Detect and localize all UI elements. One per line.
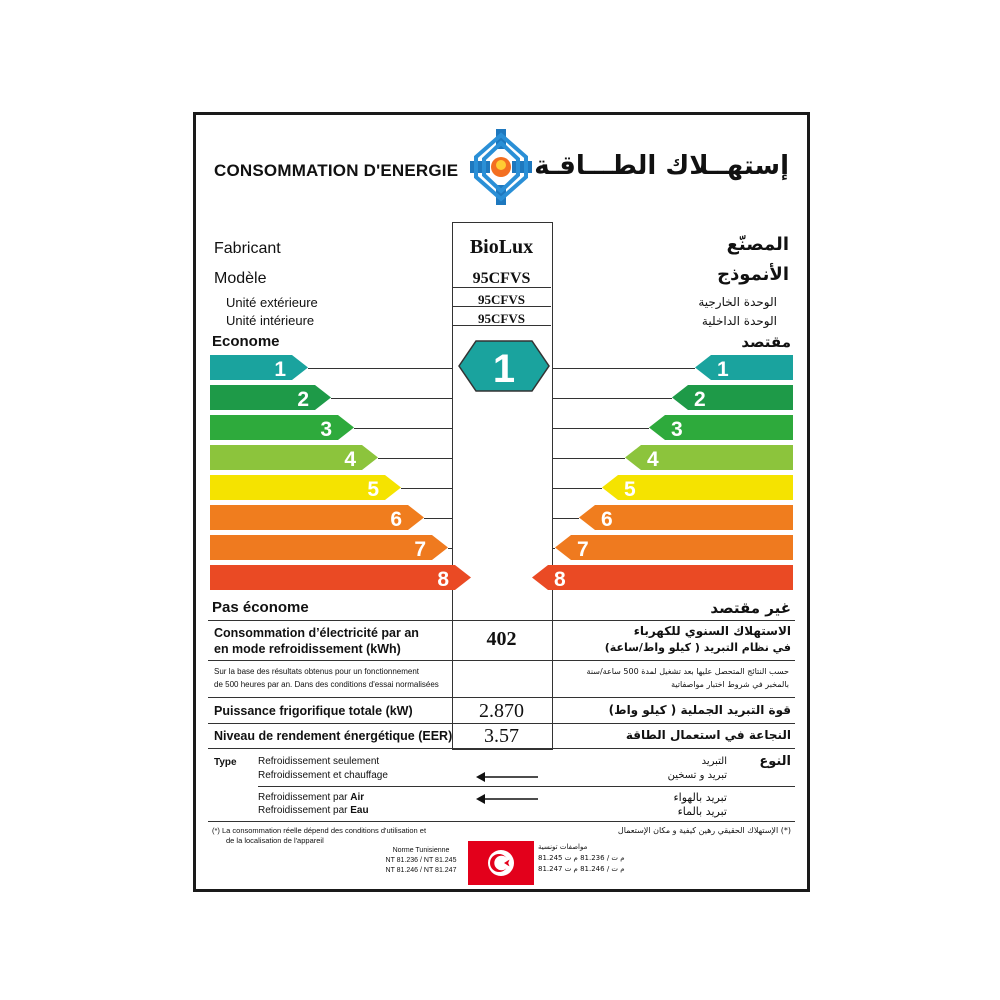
cooling-water-fr: Refroidissement par Eau: [258, 805, 369, 816]
consumption-value: 402: [486, 628, 517, 650]
energy-class-arrow-right-6: [579, 505, 793, 530]
indoor-label-ar: الوحدة الداخلية: [701, 314, 777, 328]
consumption-label-ar-line1: الاستهلاك السنوي للكهرباء: [633, 624, 791, 638]
outdoor-label-ar: الوحدة الخارجية: [698, 295, 777, 309]
divider: [208, 697, 795, 698]
energy-class-label: 3: [320, 418, 332, 440]
class-connector-line: [401, 488, 452, 489]
power-label-fr: Puissance frigorifique totale (kW): [214, 704, 413, 718]
model-label-ar: الأنموذج: [717, 264, 789, 285]
cooling-air-ar: تبريد بالهواء: [673, 791, 727, 804]
energy-class-label: 7: [414, 538, 426, 560]
indoor-label-fr: Unité intérieure: [226, 313, 315, 328]
class-connector-line: [331, 398, 452, 399]
eer-label-ar: النجاعة في استعمال الطاقة: [625, 728, 791, 742]
energy-class-label: 5: [624, 478, 636, 500]
energy-class-label: 1: [717, 358, 729, 380]
energy-class-arrow-left-1: [210, 355, 308, 380]
energy-class-label: 1: [274, 358, 286, 380]
model-value: 95CFVS: [472, 270, 531, 287]
energy-class-arrow-left-3: [210, 415, 354, 440]
consumption-note-fr-line2: de 500 heures par an. Dans des conditions d'essai normalisées: [214, 680, 439, 689]
type-label-fr: Type: [214, 757, 237, 768]
energy-class-label: 7: [577, 538, 589, 560]
class-connector-line: [552, 428, 649, 429]
consumption-label-fr-line1: Consommation d’électricité par an: [214, 626, 419, 640]
consumption-label-ar-line2: في نظام التبريد ( كيلو واط/ساعة): [604, 641, 791, 654]
energy-class-arrow-left-5: [210, 475, 401, 500]
left-arrow-icon: [476, 771, 538, 783]
energy-rating-value: 1: [492, 347, 516, 391]
class-connector-line: [448, 548, 452, 549]
cooling-water-ar: تبريد بالماء: [677, 805, 727, 818]
class-connector-line: [354, 428, 452, 429]
class-connector-line: [552, 368, 695, 369]
title-french: CONSOMMATION D'ENERGIE: [214, 161, 459, 180]
manufacturer-label-ar: المصنّع: [726, 234, 789, 255]
norm-ar: مواصفات تونسية 81.245 م ت / 81.236 م ت 81.247 م ت / 81.246 م ت: [538, 843, 625, 873]
energy-class-arrow-right-4: [625, 445, 793, 470]
not-econome-label-ar: غير مقتصد: [710, 599, 791, 617]
eer-label-fr: Niveau de rendement énergétique (EER): [214, 729, 453, 743]
outdoor-value: 95CFVS: [478, 292, 525, 307]
left-arrow-icon: [476, 793, 538, 805]
manufacturer-value: BioLux: [469, 236, 534, 258]
energy-class-arrow-right-5: [602, 475, 793, 500]
energy-class-label: 2: [297, 388, 309, 410]
energy-class-label: 8: [554, 568, 566, 590]
econome-label-ar: مقتصد: [741, 333, 791, 351]
energy-class-arrow-left-2: [210, 385, 331, 410]
energy-class-label: 4: [344, 448, 356, 470]
energy-class-label: 3: [671, 418, 683, 440]
energy-class-label: 6: [390, 508, 402, 530]
divider: [208, 821, 795, 822]
divider: [208, 660, 795, 661]
energy-class-arrow-left-4: [210, 445, 378, 470]
power-label-ar: قوة التبريد الجملية ( كيلو واط): [608, 703, 791, 717]
energy-class-label: 6: [601, 508, 613, 530]
anme-logo-icon: [468, 127, 534, 207]
energy-class-label: 4: [647, 448, 659, 470]
consumption-label-fr-line2: en mode refroidissement (kWh): [214, 642, 401, 656]
econome-label-fr: Econome: [212, 333, 280, 350]
energy-class-arrow-right-2: [672, 385, 793, 410]
energy-label: [193, 112, 810, 892]
footer-note-ar: (*) الإستهلاك الحقيقي رهين كيفية و مكان الإستعمال: [617, 826, 791, 835]
energy-class-arrow-left-7: [210, 535, 448, 560]
class-connector-line: [552, 518, 579, 519]
divider: [208, 748, 795, 749]
energy-class-arrow-right-8: [532, 565, 793, 590]
indoor-value: 95CFVS: [478, 311, 525, 326]
type-label-ar: النوع: [759, 754, 791, 769]
footer-note-fr-line1: (*) La consommation réelle dépend des conditions d'utilisation et: [212, 826, 427, 835]
outdoor-label-fr: Unité extérieure: [226, 295, 318, 310]
class-connector-line: [552, 458, 625, 459]
title-arabic: إستهــلاك الطـــاقـة: [534, 151, 789, 181]
consumption-note-fr-line1: Sur la base des résultats obtenus pour un fonctionnement: [214, 667, 420, 676]
manufacturer-label-fr: Fabricant: [214, 240, 281, 257]
consumption-note-ar-line2: بالمخبر في شروط اختبار مواصفاتية: [671, 680, 789, 689]
energy-class-arrow-left-8: [210, 565, 471, 590]
class-connector-line: [552, 398, 672, 399]
cooling-heating-ar: تبريد و تسخين: [667, 770, 727, 781]
cooling-only-ar: التبريد: [701, 756, 727, 767]
energy-class-arrow-left-6: [210, 505, 424, 530]
model-label-fr: Modèle: [214, 270, 267, 287]
energy-class-label: 8: [437, 568, 449, 590]
energy-class-arrow-right-1: [695, 355, 793, 380]
energy-class-label: 5: [367, 478, 379, 500]
power-value: 2.870: [479, 700, 524, 722]
energy-class-arrow-right-3: [649, 415, 793, 440]
class-connector-line: [552, 488, 602, 489]
norm-fr: Norme Tunisienne NT 81.236 / NT 81.245 NT 81.246 / NT 81.247: [385, 847, 457, 874]
class-connector-line: [552, 548, 555, 549]
energy-rating-badge: [458, 340, 550, 392]
not-econome-label-fr: Pas économe: [212, 599, 309, 616]
cooling-air-fr: Refroidissement par Air: [258, 792, 365, 803]
cooling-heating-fr: Refroidissement et chauffage: [258, 770, 388, 781]
energy-class-label: 2: [694, 388, 706, 410]
tunisia-flag-icon: [468, 841, 534, 885]
cooling-only-fr: Refroidissement seulement: [258, 756, 380, 767]
class-connector-line: [424, 518, 452, 519]
energy-class-arrow-right-7: [555, 535, 793, 560]
eer-value: 3.57: [484, 725, 519, 747]
class-connector-line: [378, 458, 452, 459]
divider: [208, 620, 795, 621]
consumption-note-ar-line1: حسب النتائج المتحصل عليها بعد تشغيل لمدة 500 ساعة/سنة: [586, 667, 789, 676]
divider: [208, 723, 795, 724]
class-connector-line: [308, 368, 452, 369]
divider: [258, 786, 795, 787]
footer-note-fr-line2: de la localisation de l'appareil: [226, 836, 324, 845]
